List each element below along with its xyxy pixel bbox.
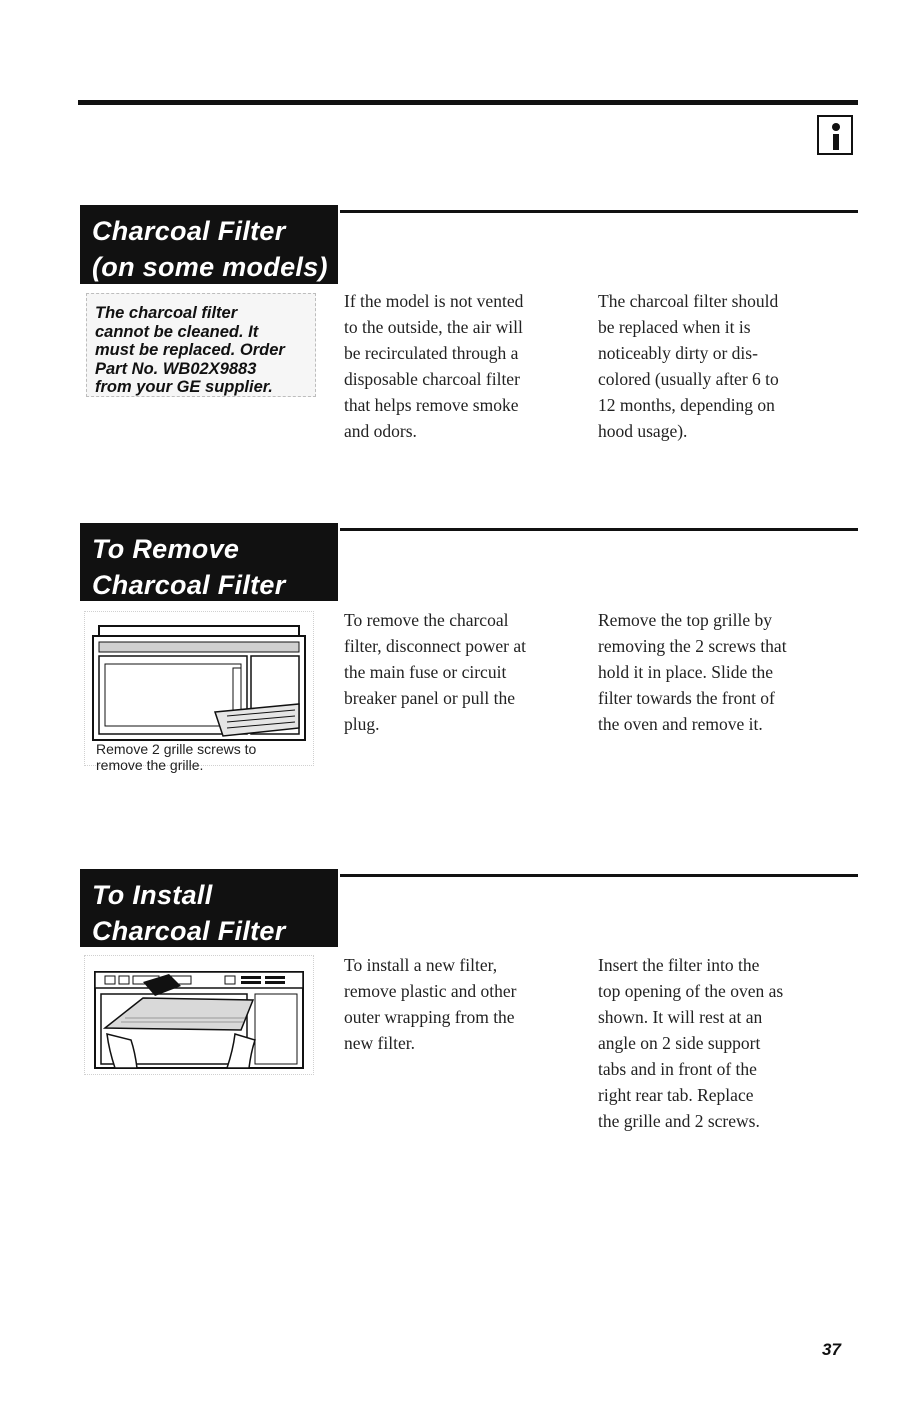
microwave-hands-illustration	[85, 956, 313, 1074]
caption-line: Remove 2 grille screws to	[96, 741, 257, 757]
body-line: the oven and remove it.	[598, 714, 763, 734]
heading-line: Charcoal Filter	[92, 916, 286, 946]
filter-install-illustration	[84, 955, 314, 1075]
body-column-left	[344, 288, 569, 444]
body-line: right rear tab. Replace	[598, 1085, 754, 1105]
section-heading	[80, 205, 338, 284]
top-rule	[78, 100, 858, 105]
body-line: removing the 2 screws that	[598, 636, 787, 656]
section-rule	[340, 528, 858, 531]
body-line: top opening of the oven as	[598, 981, 784, 1001]
section-heading	[80, 523, 338, 601]
body-line: filter towards the front of	[598, 688, 775, 708]
body-column-left	[344, 607, 569, 737]
info-icon	[817, 115, 853, 155]
body-line: and odors.	[344, 421, 417, 441]
body-line: tabs and in front of the	[598, 1059, 757, 1079]
callout-line: from your GE supplier.	[95, 378, 273, 396]
body-line: breaker panel or pull the	[344, 688, 516, 708]
body-line: be replaced when it is	[598, 317, 751, 337]
body-line: remove plastic and other	[344, 981, 517, 1001]
note-callout	[86, 293, 316, 397]
page-number: 37	[822, 1340, 841, 1359]
body-line: Insert the filter into the	[598, 955, 760, 975]
heading-line: (on some models)	[92, 252, 328, 282]
heading-line: Charcoal Filter	[92, 216, 286, 246]
body-line: the grille and 2 screws.	[598, 1111, 760, 1131]
body-line: To install a new filter,	[344, 955, 498, 975]
callout-line: Part No. WB02X9883	[95, 359, 257, 378]
illustration-caption	[96, 741, 256, 773]
section-rule	[340, 874, 858, 877]
heading-line: To Remove	[92, 534, 240, 564]
callout-line: cannot be cleaned. It	[95, 322, 259, 341]
body-line: shown. It will rest at an	[598, 1007, 763, 1027]
body-line: The charcoal filter should	[598, 291, 779, 311]
body-line: Remove the top grille by	[598, 610, 772, 630]
body-line: To remove the charcoal	[344, 610, 509, 630]
body-line: noticeably dirty or dis-	[598, 343, 758, 363]
body-line: plug.	[344, 714, 380, 734]
body-line: filter, disconnect power at	[344, 636, 527, 656]
body-column-left	[344, 952, 569, 1056]
body-line: disposable charcoal filter	[344, 369, 520, 389]
body-column-right	[598, 952, 823, 1134]
callout-line: The charcoal filter	[95, 304, 238, 322]
body-line: 12 months, depending on	[598, 395, 775, 415]
body-line: that helps remove smoke	[344, 395, 519, 415]
body-line: hood usage).	[598, 421, 688, 441]
section-heading	[80, 869, 338, 947]
body-line: If the model is not vented	[344, 291, 524, 311]
body-column-right	[598, 607, 823, 737]
body-line: new filter.	[344, 1033, 415, 1053]
body-line: angle on 2 side support	[598, 1033, 761, 1053]
body-column-right	[598, 288, 823, 444]
body-line: colored (usually after 6 to	[598, 369, 779, 389]
callout-line: must be replaced. Order	[95, 341, 285, 359]
body-line: the main fuse or circuit	[344, 662, 507, 682]
section-rule	[340, 210, 858, 213]
body-line: be recirculated through a	[344, 343, 519, 363]
body-line: to the outside, the air will	[344, 317, 523, 337]
body-line: outer wrapping from the	[344, 1007, 515, 1027]
caption-line: remove the grille.	[96, 757, 204, 773]
heading-line: Charcoal Filter	[92, 570, 286, 600]
heading-line: To Install	[92, 880, 213, 910]
body-line: hold it in place. Slide the	[598, 662, 773, 682]
